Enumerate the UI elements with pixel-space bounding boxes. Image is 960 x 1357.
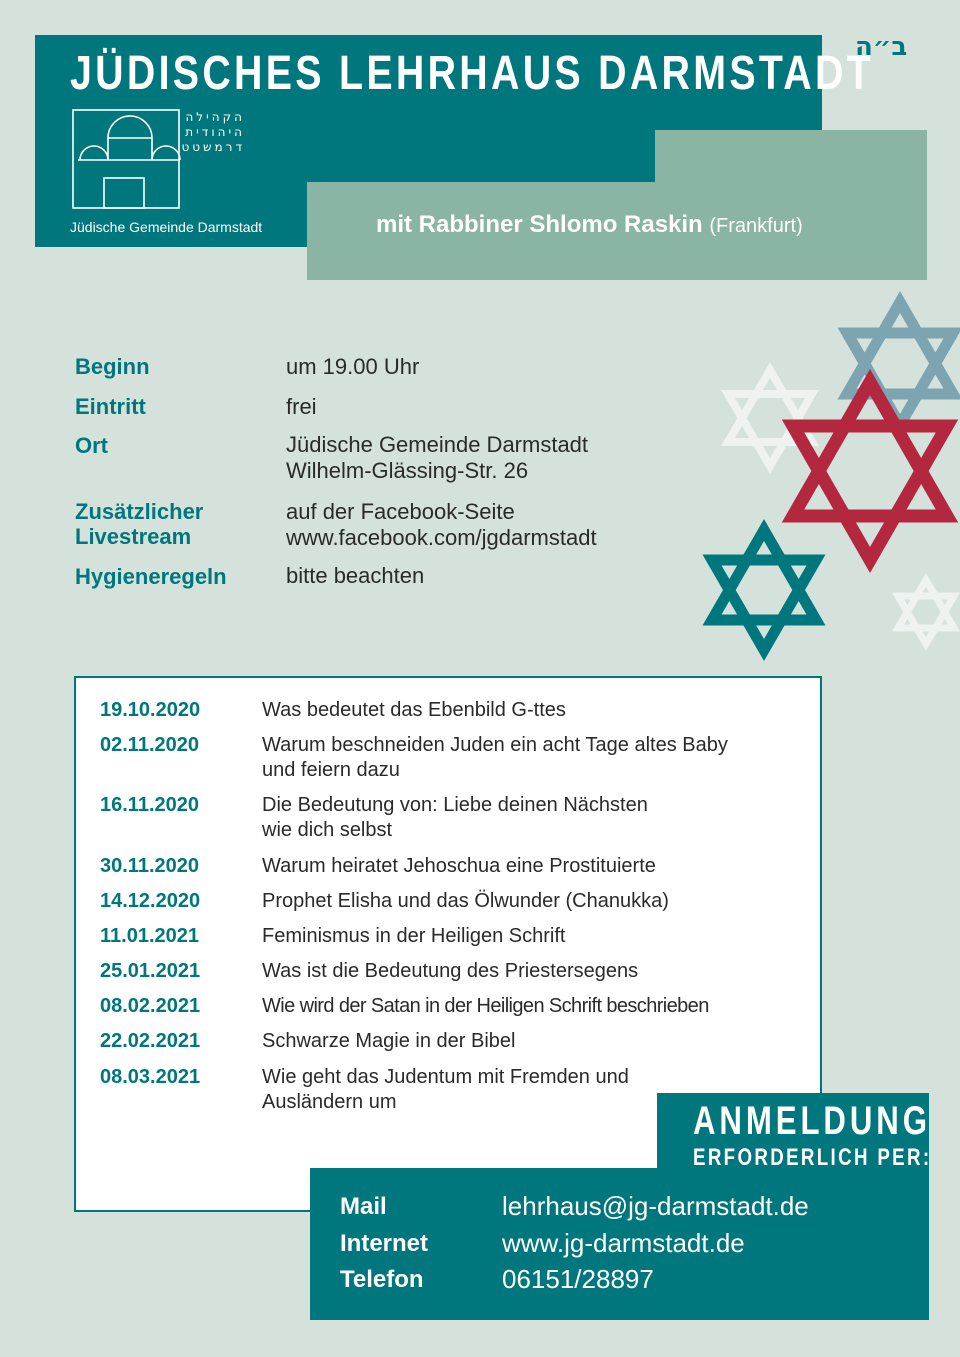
schedule-title: Warum heiratet Jehoschua eine Prostituierte <box>262 855 656 877</box>
schedule-date: 11.01.2021 <box>100 925 199 947</box>
phone-label: Telefon <box>340 1266 424 1293</box>
schedule-date: 08.03.2021 <box>100 1066 201 1088</box>
mail-link[interactable]: lehrhaus@jg-darmstadt.de <box>502 1191 809 1221</box>
page-title: JÜDISCHES LEHRHAUS DARMSTADT <box>70 47 874 100</box>
schedule-title: Prophet Elisha und das Ölwunder (Chanukka) <box>262 890 669 912</box>
place-label: Ort <box>75 433 108 458</box>
speaker-name: mit Rabbiner Shlomo Raskin <box>376 211 703 238</box>
place-line: Wilhelm-Glässing-Str. 26 <box>286 458 529 483</box>
place-line: Jüdische Gemeinde Darmstadt <box>286 432 589 457</box>
schedule-date: 22.02.2021 <box>100 1030 201 1052</box>
stream-label-line: Livestream <box>75 524 192 549</box>
hygiene-value: bitte beachten <box>286 563 425 588</box>
schedule-date: 08.02.2021 <box>100 995 201 1017</box>
schedule-date: 16.11.2020 <box>100 794 199 816</box>
logo-hebrew-line: היהודית <box>185 125 245 139</box>
schedule-title: Schwarze Magie in der Bibel <box>262 1030 516 1052</box>
star-of-david-icon <box>898 580 954 644</box>
schedule-title: Wie wird der Satan in der Heiligen Schrift beschrieben <box>262 995 709 1017</box>
schedule-date: 30.11.2020 <box>100 855 199 877</box>
stream-label <box>75 499 275 549</box>
logo-hebrew-text <box>181 110 245 155</box>
logo-hebrew-line: דרמשטט <box>181 140 245 154</box>
entry-label: Eintritt <box>75 394 146 419</box>
schedule-date: 02.11.2020 <box>100 734 199 756</box>
stars-decoration <box>690 290 960 670</box>
facebook-link[interactable]: www.facebook.com/jgdarmstadt <box>286 525 597 550</box>
schedule-title: Warum beschneiden Juden ein acht Tage altes Baby und feiern dazu <box>262 734 728 781</box>
registration-subtitle: ERFORDERLICH PER: <box>693 1144 932 1171</box>
star-of-david-icon <box>793 382 947 560</box>
schedule-title: Was ist die Bedeutung des Priestersegens <box>262 960 639 982</box>
speaker-line <box>376 211 803 239</box>
website-link[interactable]: www.jg-darmstadt.de <box>502 1228 745 1258</box>
star-of-david-icon <box>712 530 816 650</box>
schedule-date: 14.12.2020 <box>100 890 201 912</box>
schedule-date: 19.10.2020 <box>100 699 201 721</box>
synagogue-logo-icon <box>70 108 190 212</box>
hygiene-label: Hygieneregeln <box>75 564 227 589</box>
schedule-title: Die Bedeutung von: Liebe deinen Nächsten wie dich selbst <box>262 794 648 841</box>
stream-line: auf der Facebook-Seite <box>286 499 515 524</box>
internet-label: Internet <box>340 1230 429 1257</box>
logo-caption: Jüdische Gemeinde Darmstadt <box>70 219 263 235</box>
schedule-date: 25.01.2021 <box>100 960 201 982</box>
bh-mark: ב״ה <box>855 32 908 62</box>
begin-label: Beginn <box>75 354 150 379</box>
stream-label-line: Zusätzlicher <box>75 499 204 524</box>
mail-label: Mail <box>340 1193 387 1220</box>
registration-title: ANMELDUNG <box>693 1099 931 1143</box>
stream-value <box>286 499 716 551</box>
logo-hebrew-line: הקהילה <box>185 110 245 124</box>
schedule-title: Wie geht das Judentum mit Fremden und Ausländern um <box>262 1066 629 1113</box>
phone-number[interactable]: 06151/28897 <box>502 1264 654 1294</box>
entry-value: frei <box>286 394 317 419</box>
star-of-david-icon <box>728 370 812 466</box>
schedule-title: Was bedeutet das Ebenbild G-ttes <box>262 699 566 721</box>
begin-value: um 19.00 Uhr <box>286 354 420 379</box>
schedule-title: Feminismus in der Heiligen Schrift <box>262 925 566 947</box>
place-value <box>286 432 716 484</box>
speaker-city: (Frankfurt) <box>709 215 803 237</box>
